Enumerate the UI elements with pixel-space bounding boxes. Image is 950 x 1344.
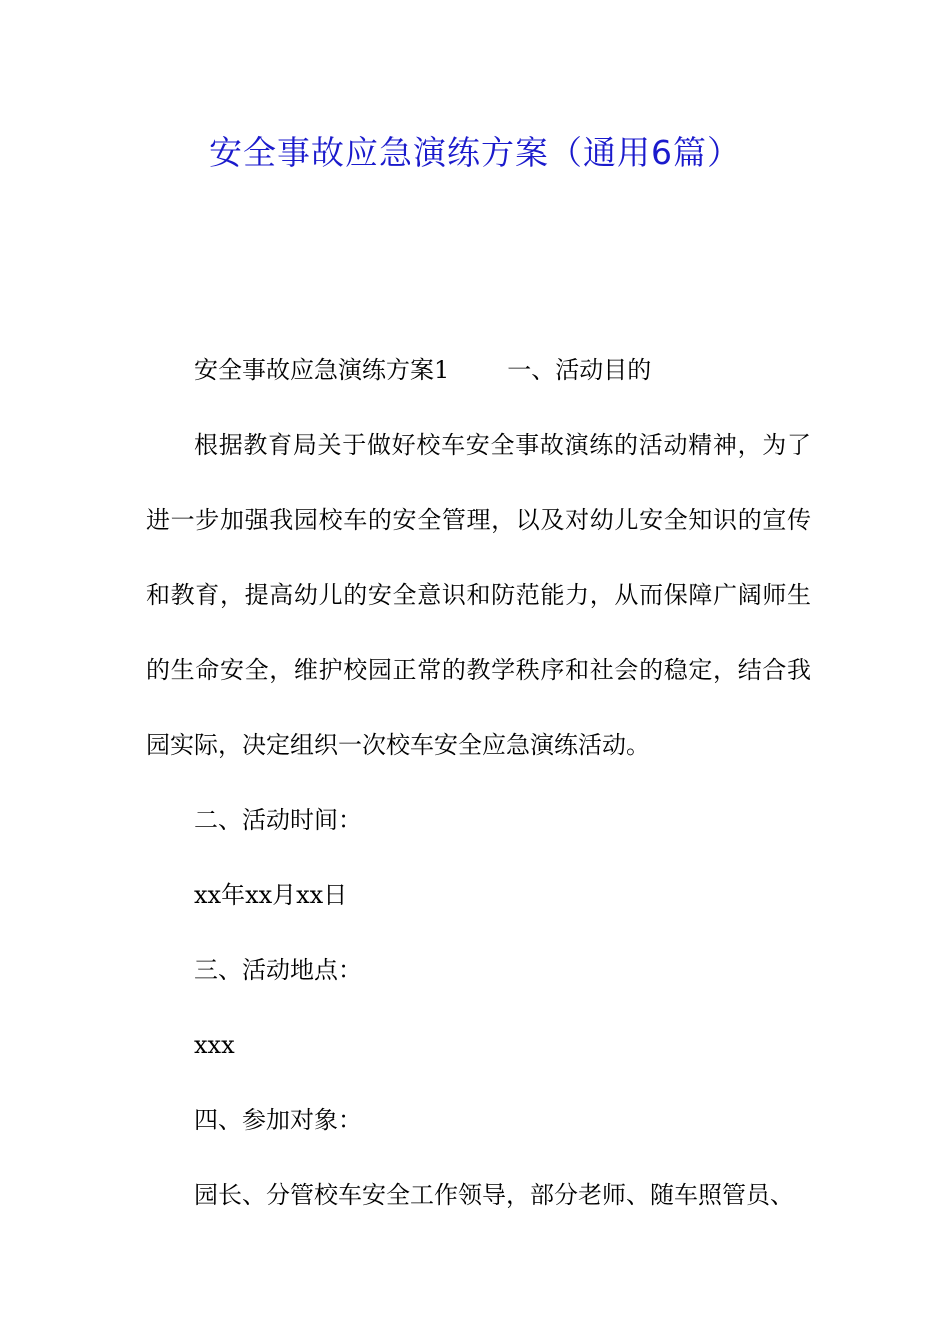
item1-paragraph: 根据教育局关于做好校车安全事故演练的活动精神，为了进一步加强我园校车的安全管理，以及对幼儿安全知识的宣传和教育，提高幼儿的安全意识和防范能力，从而保障广阔师生的生命安全，维护校园正常的教学秩序和社会的稳定，结合我园实际，决定组织一次校车安全应急演练活动。: [146, 431, 811, 759]
item3-heading: 三、活动地点：: [194, 956, 362, 984]
item2-heading: 二、活动时间：: [194, 806, 362, 834]
item4-paragraph: 园长、分管校车安全工作领导，部分老师、随车照管员、: [194, 1181, 794, 1209]
item2-paragraph: xx年xx月xx日: [194, 881, 348, 909]
section-heading-line: [146, 333, 811, 408]
document-body: [146, 333, 811, 1233]
item4-heading: 四、参加对象：: [194, 1106, 362, 1134]
document-title: 安全事故应急演练方案（通用6篇）: [209, 133, 741, 172]
item1-heading: 一、活动目的: [507, 356, 652, 384]
item3-paragraph: xxx: [194, 1031, 235, 1059]
section-heading: 安全事故应急演练方案1: [194, 356, 450, 384]
